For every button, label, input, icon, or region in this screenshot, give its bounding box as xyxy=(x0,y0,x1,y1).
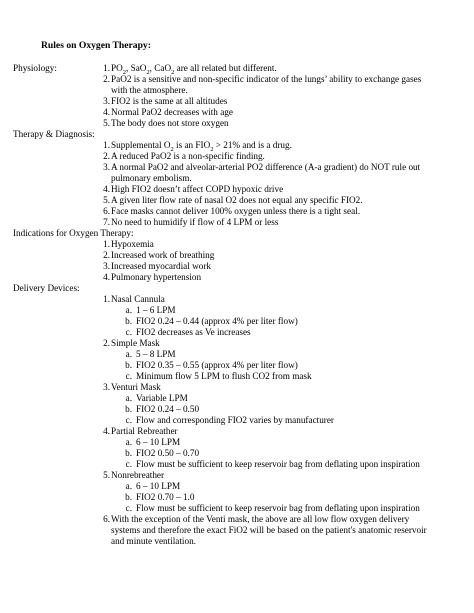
list-number: 1. xyxy=(103,294,110,304)
list-item: Hypoxemia xyxy=(111,239,154,249)
list-item: $PO_2$, SaO$_2$, CaO$_2$ are all related but different. xyxy=(111,63,277,76)
list-number: 1. xyxy=(103,63,110,73)
sub-letter: b. xyxy=(125,316,132,326)
list-number: 5. xyxy=(103,118,110,128)
list-item: High FIO2 doesn’t affect COPD hypoxic drive xyxy=(111,184,284,194)
list-number: 5. xyxy=(103,195,110,205)
list-item: Increased myocardial work xyxy=(111,261,211,271)
sub-letter: c. xyxy=(125,327,132,337)
sub-item: FIO2 decreases as Ve increases xyxy=(136,327,251,337)
sub-item: FIO2 0.24 – 0.44 (approx 4% per liter flow) xyxy=(136,316,298,326)
list-item: Face masks cannot deliver 100% oxygen unless there is a tight seal. xyxy=(111,206,361,216)
sub-letter: a. xyxy=(125,481,132,491)
list-item: The body does not store oxygen xyxy=(111,118,229,128)
list-item: Increased work of breathing xyxy=(111,250,215,260)
sub-letter: b. xyxy=(125,448,132,458)
list-number: 3. xyxy=(103,96,110,106)
sub-item: Flow must be sufficient to keep reservoir bag from deflating upon inspiration xyxy=(136,459,420,469)
list-number: 2. xyxy=(103,338,110,348)
note-line: and minute ventilation. xyxy=(111,536,196,546)
list-item: A reduced PaO2 is a non-specific finding. xyxy=(111,151,265,161)
sub-item: 5 – 8 LPM xyxy=(136,349,176,359)
sub-item: FIO2 0.70 – 1.0 xyxy=(136,492,195,502)
list-number: 1. xyxy=(103,239,110,249)
list-number: 3. xyxy=(103,382,110,392)
section-heading-physiology: Physiology: xyxy=(13,63,57,73)
list-number: 3. xyxy=(103,162,110,172)
list-number: 2. xyxy=(103,151,110,161)
list-number: 1. xyxy=(103,140,110,150)
sub-letter: a. xyxy=(125,437,132,447)
list-item: A given liter flow rate of nasal O2 does not equal any specific FIO2. xyxy=(111,195,363,205)
device-name: Nonrebreather xyxy=(111,470,165,480)
list-number: 3. xyxy=(103,261,110,271)
sub-letter: a. xyxy=(125,349,132,359)
sub-letter: a. xyxy=(125,305,132,315)
sub-item: 6 – 10 LPM xyxy=(136,437,181,447)
list-number: 2. xyxy=(103,250,110,260)
list-number: 2. xyxy=(103,74,110,84)
list-item-continuation: with the atmosphere. xyxy=(111,85,188,95)
sub-letter: c. xyxy=(125,415,132,425)
sub-letter: c. xyxy=(125,459,132,469)
list-item: Pulmonary hypertension xyxy=(111,272,202,282)
list-item: A normal PaO2 and alveolar-arterial PO2 difference (A-a gradient) do NOT rule out xyxy=(111,162,421,172)
section-heading-indications: Indications for Oxygen Therapy: xyxy=(13,228,134,238)
sub-letter: c. xyxy=(125,503,132,513)
sub-item: 1 – 6 LPM xyxy=(136,305,176,315)
sub-item: Variable LPM xyxy=(136,393,188,403)
list-number: 4. xyxy=(103,272,110,282)
list-number: 6. xyxy=(103,514,110,524)
device-name: Simple Mask xyxy=(111,338,160,348)
list-item: PaO2 is a sensitive and non-specific indicator of the lungs’ ability to exchange gases xyxy=(111,74,422,84)
sub-letter: b. xyxy=(125,404,132,414)
list-item: No need to humidify if flow of 4 LPM or less xyxy=(111,217,279,227)
list-number: 4. xyxy=(103,107,110,117)
list-number: 6. xyxy=(103,206,110,216)
sub-letter: b. xyxy=(125,492,132,502)
device-name: Partial Rebreather xyxy=(111,426,178,436)
sub-item: FIO2 0.35 – 0.55 (approx 4% per liter flow) xyxy=(136,360,298,370)
list-item-continuation: pulmonary embolism. xyxy=(111,173,192,183)
list-number: 7. xyxy=(103,217,110,227)
list-item: Normal PaO2 decreases with age xyxy=(111,107,233,117)
note-line: systems and therefore the exact FiO2 will be based on the patient's anatomic reservoir xyxy=(111,525,427,535)
list-number: 4. xyxy=(103,184,110,194)
list-item: Supplemental $O_2$ is an $FIO_2 > 21\%$ and is a drug. xyxy=(111,140,292,153)
sub-item: Minimum flow 5 LPM to flush CO2 from mask xyxy=(136,371,312,381)
sub-letter: a. xyxy=(125,393,132,403)
sub-item: Flow must be sufficient to keep reservoir bag from deflating upon inspiration xyxy=(136,503,420,513)
list-item: FIO2 is the same at all altitudes xyxy=(111,96,228,106)
sub-item: 6 – 10 LPM xyxy=(136,481,181,491)
section-heading-delivery: Delivery Devices: xyxy=(13,283,80,293)
section-heading-therapy: Therapy & Diagnosis: xyxy=(13,129,95,139)
sub-item: Flow and corresponding FIO2 varies by manufacturer xyxy=(136,415,334,425)
sub-letter: c. xyxy=(125,371,132,381)
sub-item: FIO2 0.24 – 0.50 xyxy=(136,404,200,414)
device-name: Venturi Mask xyxy=(111,382,161,392)
note-line: With the exception of the Venti mask, the above are all low flow oxygen delivery xyxy=(111,514,410,524)
list-number: 4. xyxy=(103,426,110,436)
list-number: 5. xyxy=(103,470,110,480)
device-name: Nasal Cannula xyxy=(111,294,165,304)
document-title: Rules on Oxygen Therapy: xyxy=(41,40,151,51)
sub-item: FIO2 0.50 – 0.70 xyxy=(136,448,200,458)
sub-letter: b. xyxy=(125,360,132,370)
